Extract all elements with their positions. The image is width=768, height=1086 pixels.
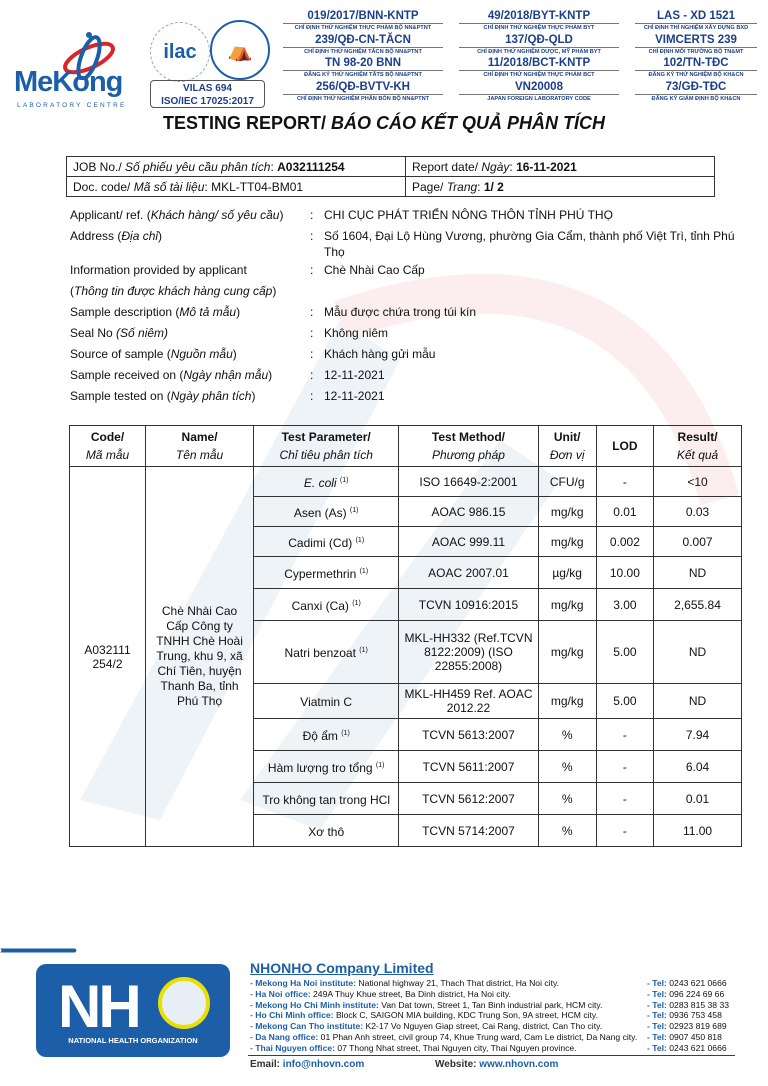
office-address: 01 Phan Anh street, civil group 74, Khue Trung ward, Cam Le district, Da Nang city. [320,1031,638,1042]
cert-item [451,81,627,105]
cert-desc: CHỈ ĐỊNH THỬ NGHIỆM THỰC PHẨM BYT [483,25,595,31]
iso-standard: ISO/IEC 17025:2017 [161,96,254,107]
cert-desc: ĐĂNG KÝ GIÁM ĐỊNH BỘ KH&CN [651,95,741,102]
mekong-logo [14,30,139,109]
result: 2,655.84 [654,589,742,621]
colon: : [310,368,314,382]
office-name: Da Nang office: [255,1031,319,1042]
table-row [70,467,742,497]
test-parameter: Asen (As) $^{(1)}$ [254,497,399,527]
column-header: LOD [596,426,653,467]
lod: - [596,467,653,497]
tel-number[interactable]: 0907 450 818 [669,1031,722,1042]
test-method: AOAC 2007.01 [399,557,538,589]
cert-code: 256/QĐ-BVTV-KH [283,81,443,95]
results-table [69,425,742,847]
test-method: TCVN 10916:2015 [399,589,538,621]
office-name: Ha Noi office: [255,988,311,999]
info-value: Không niêm [324,326,389,340]
colon: : [310,229,314,243]
tel-line [647,1021,729,1032]
colon [310,281,324,302]
unit: % [538,751,596,783]
footnote-marker: (1) [341,729,350,737]
page-title [0,113,768,134]
report-meta-table [66,156,715,197]
logo-subtitle: LABORATORY CENTRE [17,102,127,109]
test-parameter: Độ ẩm $^{(1)}$ [254,719,399,751]
lod: - [596,783,653,815]
cert-desc: CHỈ ĐỊNH THỬ NGHIỆM PHÂN BÓN BỘ NN&PTNT [296,95,430,102]
info-label: Information provided by applicant [70,263,247,277]
unit: CFU/g [538,467,596,497]
info-value: Mẫu được chứa trong túi kín [324,305,477,319]
cert-code: LAS - XD 1521 [635,10,757,24]
title-vi: BÁO CÁO KẾT QUẢ PHÂN TÍCH [331,113,605,133]
colon: : [310,263,314,277]
cert-desc: CHỈ ĐỊNH THỬ NGHIỆM THỰC PHẨM BỘ NN&PTNT [294,25,432,31]
office-line: - Ho Chi Minh office: Block C, SAIGON MIA building, KDC Trung Son, 9A street, HCM city. [250,1010,598,1021]
unit: % [538,719,596,751]
office-name: Mekong Ha Noi institute: [255,978,356,988]
cert-desc: ĐĂNG KÝ THỬ NGHIỆM BỘ KH&CN [648,72,744,78]
nho-letters: NH [58,973,139,1040]
info-value: 12-11-2021 [324,389,385,403]
info-label: Sample tested on (Ngày phân tích) [70,389,256,403]
info-label: Sample description (Mô tả mẫu) [70,305,241,319]
lod: - [596,751,653,783]
column-header: Result/ Kết quả [654,426,742,467]
cert-code: TN 98-20 BNN [283,57,443,71]
tel-label: - Tel: [647,978,667,988]
test-method: MKL-HH459 Ref. AOAC 2012.22 [399,684,538,719]
cert-desc: ĐĂNG KÝ THỬ NGHIỆM TĂTS BỘ NN&PTNT [304,72,422,78]
doc-code: MKL-TT04-BM01 [211,179,304,194]
office-name: Mekong Ho Chi Minh institute: [255,999,379,1010]
test-method: AOAC 986.15 [399,497,538,527]
footer-chevron-divider: ›››››››››››››››››››››››››››››››››››››››››››››››››››››››››››››››››››››››››››››››››››››››››››››››››››››››››››››››››››››››››››››››››››››››››››››››››››››››››››››››››››››››››››››››››››››››››››››››››››››››››››››››››››››››››››››››› [0,946,74,956]
cert-desc: JAPAN FOREIGN LABORATORY CODE [487,95,591,102]
cert-item [627,57,765,81]
test-parameter: Xơ thô [254,815,399,847]
unit: µg/kg [538,557,596,589]
office-line: - Thai Nguyen office: 07 Thong Nhat street, Thai Nguyen city, Thai Nguyen province. [250,1042,577,1053]
cert-code: VN20008 [459,81,619,95]
unit: mg/kg [538,621,596,684]
footnote-marker: (1) [352,599,361,607]
footnote-marker: (1) [375,761,385,769]
report-date-cell: Report date/ Ngày: 16-11-2021 [406,157,715,177]
tel-line [647,1010,729,1021]
info-value: 12-11-2021 [324,368,385,382]
info-row [70,302,750,323]
info-row [70,205,750,226]
cert-code: 11/2018/BCT-KNTP [459,57,619,71]
cert-code: VIMCERTS 239 [635,34,757,48]
result: ND [654,621,742,684]
tel-label: - Tel: [647,988,667,999]
office-line: - Ha Noi office: 249A Thuy Khue street, Ba Dinh district, Ha Noi city. [250,988,511,999]
tel-line [647,1043,729,1054]
office-address: Van Dat town, Street 1, Tan Binh industrial park, HCM city. [381,999,603,1010]
website: Website: www.nhovn.com [435,1059,559,1070]
tel-number[interactable]: 02923 819 689 [669,1021,727,1032]
footer-divider [248,1055,735,1056]
sample-name: Chè Nhài Cao Cấp Công ty TNHH Chè Hoài Trung, khu 9, xã Chí Tiên, huyện Thanh Ba, tỉnh Phú Thọ [146,467,254,847]
unit: mg/kg [538,527,596,557]
report-date: 16-11-2021 [516,159,577,174]
company-name: NHONHO Company Limited [250,960,434,976]
cert-desc: CHỈ ĐỊNH MÔI TRƯỜNG BỘ TN&MT [648,48,744,55]
info-label: Address (Địa chỉ) [70,229,163,243]
result: 7.94 [654,719,742,751]
column-header: Code/ Mã mẫu [70,426,146,467]
unit: mg/kg [538,589,596,621]
test-method: TCVN 5613:2007 [399,719,538,751]
cert-item [275,10,451,34]
result: <10 [654,467,742,497]
tel-line [647,978,729,989]
office-line: - Mekong Ha Noi institute: National highway 21, Thach That district, Ha Noi city. [250,978,560,988]
lod: 3.00 [596,589,653,621]
info-row [70,260,750,281]
info-row [70,226,750,260]
cert-code: 73/GĐ-TĐC [635,81,757,95]
result: 0.01 [654,783,742,815]
test-parameter: Canxi (Ca) $^{(1)}$ [254,589,399,621]
test-parameter: Hàm lượng tro tổng $^{(1)}$ [254,751,399,783]
info-row [70,281,750,302]
nho-logo [36,964,230,1057]
test-parameter: Cadimi (Cd) $^{(1)}$ [254,527,399,557]
email-link[interactable]: info@nhovn.com [282,1059,365,1070]
lod: 5.00 [596,684,653,719]
office-address: 07 Thong Nhat street, Thai Nguyen city, Thai Nguyen province. [337,1042,577,1053]
office-line: - Mekong Ho Chi Minh institute: Van Dat town, Street 1, Tan Binh industrial park, HCM city. [250,999,603,1010]
info-label: Source of sample (Nguồn mẫu) [70,347,237,361]
info-value: Khách hàng gửi mẫu [324,347,436,361]
cert-item [627,10,765,34]
tel-number[interactable]: 0283 815 38 33 [669,999,730,1010]
tel-list [647,978,729,1054]
tel-label: - Tel: [647,1021,667,1032]
cert-item [451,34,627,58]
info-label: (Thông tin được khách hàng cung cấp) [70,284,277,298]
cert-desc: CHỈ ĐỊNH THỬ NGHIỆM DƯỢC, MỸ PHẨM BYT [477,48,601,55]
nho-subtitle: NATIONAL HEALTH ORGANIZATION [68,1036,198,1045]
result: ND [654,684,742,719]
ilac-text: ilac [163,40,197,63]
office-name: Mekong Can Tho institute: [255,1021,364,1032]
footnote-marker: (1) [339,476,349,484]
cert-code: 137/QĐ-QLD [459,34,619,48]
tel-line [647,1032,729,1043]
footnote-marker: (1) [349,506,359,514]
test-parameter: Cypermethrin $^{(1)}$ [254,557,399,589]
cert-item [451,10,627,34]
result: ND [654,557,742,589]
unit: % [538,815,596,847]
tel-number[interactable]: 0936 753 458 [669,1010,722,1021]
result: 0.007 [654,527,742,557]
info-value: CHI CỤC PHÁT TRIỂN NÔNG THÔN TỈNH PHÚ THỌ [324,208,613,222]
colon: : [310,208,314,222]
tel-line [647,1000,729,1011]
cert-code: 49/2018/BYT-KNTP [459,10,619,24]
tel-line [647,989,729,1000]
office-line: - Mekong Can Tho institute: K2-17 Vo Nguyen Giap street, Cai Rang, district, Can Tho city. [250,1021,603,1032]
test-method: TCVN 5611:2007 [399,751,538,783]
lod: 0.002 [596,527,653,557]
sample-info [70,205,750,407]
column-header: Name/ Tên mẫu [146,426,254,467]
column-header: Unit/ Đơn vị [538,426,596,467]
sample-code: A032111 254/2 [70,467,146,847]
job-number-cell: JOB No./ Số phiếu yêu cầu phân tích: A032111254 [67,157,406,177]
vilas-badge [150,80,265,108]
lod: 5.00 [596,621,653,684]
test-parameter: Viatmin C [254,684,399,719]
info-label: Seal No (Số niêm) [70,326,169,340]
email: Email: info@nhovn.com [250,1059,365,1070]
colon: : [310,326,314,340]
website-link[interactable]: www.nhovn.com [479,1059,559,1070]
unit: mg/kg [538,497,596,527]
cert-code: 239/QĐ-CN-TĂCN [283,34,443,48]
office-address: National highway 21, Thach That district, Ha Noi city. [358,978,560,988]
info-row [70,365,750,386]
info-row [70,323,750,344]
unit: mg/kg [538,684,596,719]
ilac-logo [150,22,210,82]
cert-code: 102/TN-TĐC [635,57,757,71]
colon: : [310,305,314,319]
office-address: 249A Thuy Khue street, Ba Dinh district, Ha Noi city. [313,988,511,999]
vilas-number: VILAS 694 [183,83,232,94]
tel-number[interactable]: 0243 621 0666 [669,978,727,988]
tel-label: - Tel: [647,999,667,1010]
tel-label: - Tel: [647,1031,667,1042]
info-label: Sample received on (Ngày nhận mẫu) [70,368,273,382]
info-value [324,281,750,302]
tel-number[interactable]: 0243 621 0666 [669,1042,727,1053]
boa-accreditation-seal-icon: ⛺ [210,20,270,80]
footnote-marker: (1) [355,536,365,544]
cert-item [451,57,627,81]
lod: 0.01 [596,497,653,527]
logo-text: MeKong [14,66,123,98]
test-parameter: Tro không tan trong HCl [254,783,399,815]
certification-grid [275,10,765,104]
result: 0.03 [654,497,742,527]
info-row [70,344,750,365]
footnote-marker: (1) [359,567,369,575]
cert-desc: CHỈ ĐỊNH THÍ NGHIỆM XÂY DỰNG BXD [643,25,749,31]
lod: - [596,815,653,847]
tel-label: - Tel: [647,1010,667,1021]
info-value: Chè Nhài Cao Cấp [324,263,425,277]
column-header: Test Parameter/ Chỉ tiêu phân tích [254,426,399,467]
lod: 10.00 [596,557,653,589]
test-parameter: E. coli $^{(1)}$ [254,467,399,497]
test-method: MKL-HH332 (Ref.TCVN 8122:2009) (ISO 22855:2008) [399,621,538,684]
colon: : [310,389,314,403]
tel-label: - Tel: [647,1042,667,1053]
column-header: Test Method/ Phương pháp [399,426,538,467]
cert-item [627,81,765,105]
colon: : [310,347,314,361]
globe-icon [158,977,210,1029]
page-number: 1/ 2 [483,179,504,194]
job-number: A032111254 [277,159,345,174]
cert-desc: CHỈ ĐỊNH THỬ NGHIỆM TĂCN BỘ NN&PTNT [304,48,422,55]
test-method: AOAC 999.11 [399,527,538,557]
cert-item [275,81,451,105]
office-list [250,978,638,1054]
cert-item [275,34,451,58]
test-method: TCVN 5714:2007 [399,815,538,847]
office-line: - Da Nang office: 01 Phan Anh street, civil group 74, Khue Trung ward, Cam Le district, Da Nang city. [250,1031,638,1042]
doc-code-cell: Doc. code/ Mã số tài liệu: MKL-TT04-BM01 [67,177,406,197]
cert-item [275,57,451,81]
result: 6.04 [654,751,742,783]
tel-number[interactable]: 096 224 69 66 [669,988,725,999]
cert-item [627,34,765,58]
cert-desc: CHỈ ĐỊNH THỬ NGHIỆM THỰC PHẨM BCT [483,72,595,78]
office-name: Thai Nguyen office: [255,1042,335,1053]
info-row [70,386,750,407]
cert-code: 019/2017/BNN-KNTP [283,10,443,24]
office-address: Block C, SAIGON MIA building, KDC Trung Son, 9A street, HCM city. [335,1010,598,1021]
info-label: Applicant/ ref. (Khách hàng/ số yêu cầu) [70,208,284,222]
office-name: Ho Chi Minh office: [255,1010,334,1021]
unit: % [538,783,596,815]
lod: - [596,719,653,751]
info-value: Số 1604, Đại Lộ Hùng Vương, phường Gia Cẩm, thành phố Việt Trì, tỉnh Phú Thọ [324,229,735,259]
test-parameter: Natri benzoat $^{(1)}$ [254,621,399,684]
page-cell: Page/ Trang: 1/ 2 [406,177,715,197]
title-en: TESTING REPORT/ [162,113,331,133]
test-method: ISO 16649-2:2001 [399,467,538,497]
office-address: K2-17 Vo Nguyen Giap street, Cai Rang, district, Can Tho city. [365,1021,603,1032]
test-method: TCVN 5612:2007 [399,783,538,815]
result: 11.00 [654,815,742,847]
footnote-marker: (1) [359,647,368,654]
